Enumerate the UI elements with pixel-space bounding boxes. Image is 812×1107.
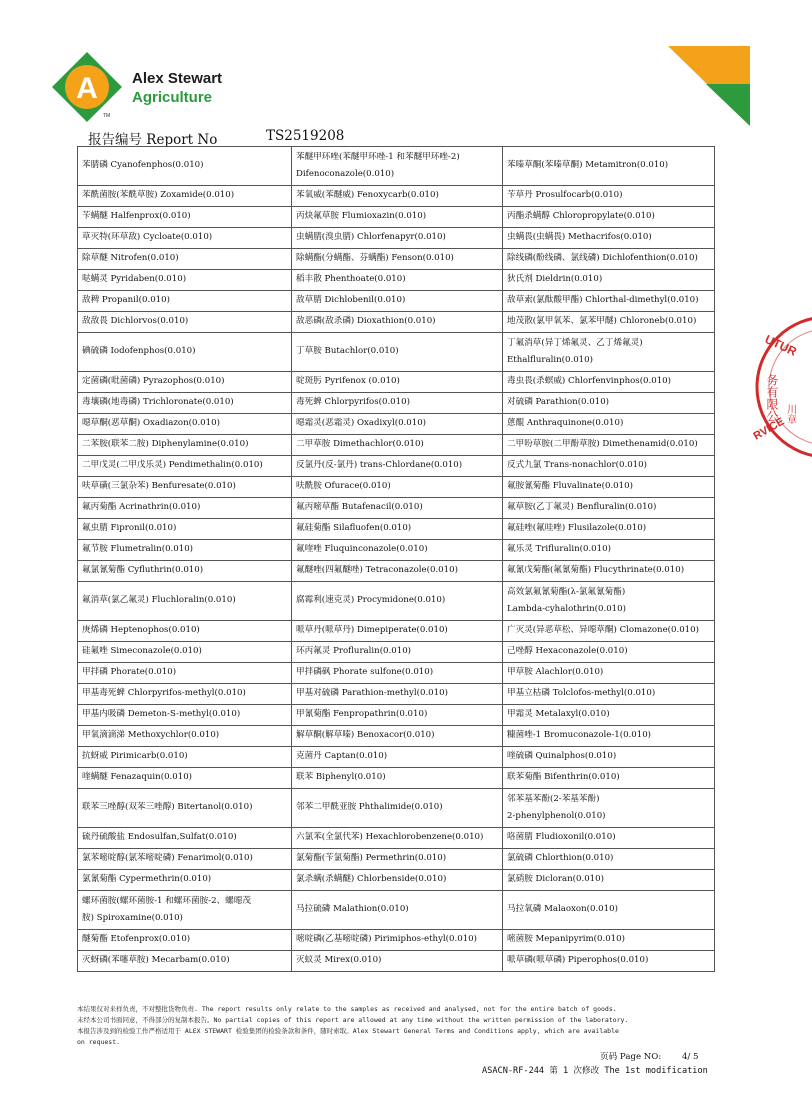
disclaimer xyxy=(77,1004,717,1048)
table-cell xyxy=(292,456,503,477)
cell-text: 除螨酯(分螨酯、芬螨酯) Fenson(0.010) xyxy=(296,253,454,264)
table-cell xyxy=(78,291,292,312)
table-row xyxy=(78,663,715,684)
cell-text: 氯菊酯(苄氯菊酯) Permethrin(0.010) xyxy=(296,853,447,864)
table-cell xyxy=(503,705,715,726)
cell-text: 氟虫腈 Fipronil(0.010) xyxy=(82,523,177,534)
table-row xyxy=(78,768,715,789)
table-row xyxy=(78,291,715,312)
table-cell xyxy=(292,519,503,540)
table-row xyxy=(78,228,715,249)
alex-stewart-logo xyxy=(52,52,232,122)
cell-text: 喹硫磷 Quinalphos(0.010) xyxy=(507,751,617,762)
cell-text: 甲拌磷砜 Phorate sulfone(0.010) xyxy=(296,667,434,678)
cell-text: 草灭特(环草敌) Cycloate(0.010) xyxy=(82,232,213,243)
cell-text: 定菌磷(吡菌磷) Pyrazophos(0.010) xyxy=(82,376,225,387)
cell-text: 克菌丹 Captan(0.010) xyxy=(296,751,388,762)
cell-text: 敌稗 Propanil(0.010) xyxy=(82,295,170,306)
table-row xyxy=(78,393,715,414)
cell-text: 苯嗪草酮(苯嗪草酮) Metamitron(0.010) xyxy=(507,160,669,171)
table-row xyxy=(78,435,715,456)
cell-text: 硫丹硫酸盐 Endosulfan,Sulfat(0.010) xyxy=(82,832,237,843)
table-cell xyxy=(78,456,292,477)
cell-text: 氟氰戊菊酯(氟氰菊酯) Flucythrinate(0.010) xyxy=(507,565,685,576)
table-row xyxy=(78,249,715,270)
table-cell xyxy=(503,747,715,768)
cell-text: 联苯三唑醇(双苯三唑醇) Bitertanol(0.010) xyxy=(82,802,253,813)
table-cell xyxy=(292,372,503,393)
corner-decoration-icon xyxy=(668,46,750,126)
table-cell xyxy=(292,333,503,372)
table-cell xyxy=(503,582,715,621)
table-cell xyxy=(78,747,292,768)
table-cell xyxy=(78,207,292,228)
report-no-label: 报告编号 Report No xyxy=(88,132,218,148)
table-cell xyxy=(78,891,292,930)
cell-text: 甲基对硫磷 Parathion-methyl(0.010) xyxy=(296,688,448,699)
table-cell xyxy=(78,477,292,498)
table-row xyxy=(78,849,715,870)
table-cell xyxy=(78,951,292,972)
cell-text: Difenoconazole(0.010) xyxy=(296,168,395,179)
table-cell xyxy=(503,870,715,891)
cell-text: 马拉硫磷 Malathion(0.010) xyxy=(296,904,409,915)
table-row xyxy=(78,951,715,972)
table-cell xyxy=(78,519,292,540)
cell-text: 碘硫磷 Iodofenphos(0.010) xyxy=(82,346,196,357)
logo-line2: Agriculture xyxy=(132,89,213,106)
cell-text: 哌草丹(哌草丹) Dimepiperate(0.010) xyxy=(296,625,448,636)
cell-text: 丙炔氟草胺 Flumioxazin(0.010) xyxy=(296,211,427,222)
table-cell xyxy=(78,561,292,582)
cell-text: 苄螨醚 Halfenprox(0.010) xyxy=(82,211,191,222)
company-seal xyxy=(752,312,812,462)
logo-line1: Alex Stewart xyxy=(132,70,223,87)
table-cell xyxy=(78,414,292,435)
table-cell xyxy=(78,435,292,456)
cell-text: Ethalfluralin(0.010) xyxy=(507,354,593,365)
table-cell xyxy=(292,207,503,228)
table-row xyxy=(78,207,715,228)
table-row xyxy=(78,870,715,891)
table-cell xyxy=(292,642,503,663)
cell-text: 联苯菊酯 Bifenthrin(0.010) xyxy=(507,772,620,783)
table-cell xyxy=(292,393,503,414)
table-cell xyxy=(292,663,503,684)
cell-text: 苯腈磷 Cyanofenphos(0.010) xyxy=(82,160,204,171)
cell-text: 狄氏剂 Dieldrin(0.010) xyxy=(507,274,603,285)
table-cell xyxy=(78,930,292,951)
disclaimer-line: on request. xyxy=(77,1038,121,1046)
table-row xyxy=(78,414,715,435)
table-cell xyxy=(78,228,292,249)
cell-text: 反氯丹(反-氯丹) trans-Chlordane(0.010) xyxy=(296,460,463,471)
cell-text: 喹螨醚 Fenazaquin(0.010) xyxy=(82,772,193,783)
cell-text: 嘧菌胺 Mepanipyrim(0.010) xyxy=(507,934,625,945)
cell-text: 广灭灵(异恶草松、异噁草酮) Clomazone(0.010) xyxy=(507,625,699,636)
table-cell xyxy=(78,621,292,642)
table-cell xyxy=(78,789,292,828)
table-row xyxy=(78,642,715,663)
cell-text: 虫螨腈(溴虫腈) Chlorfenapyr(0.010) xyxy=(296,232,446,243)
cell-text: 哌草磷(哌草磷) Piperophos(0.010) xyxy=(507,955,649,966)
cell-text: 丁氟消草(异丁烯氟灵、乙丁烯氟灵) xyxy=(507,337,643,348)
table-cell xyxy=(292,540,503,561)
table-cell xyxy=(503,621,715,642)
cell-text: 邻苯基苯酚(2-苯基苯酚) xyxy=(507,793,600,804)
table-cell xyxy=(78,270,292,291)
table-row xyxy=(78,828,715,849)
table-cell xyxy=(503,312,715,333)
table-cell xyxy=(292,768,503,789)
cell-text: 二甲草胺 Dimethachlor(0.010) xyxy=(296,439,424,450)
seal-text-mid: 务有限公 xyxy=(765,374,779,422)
table-cell xyxy=(503,642,715,663)
table-cell xyxy=(292,684,503,705)
cell-text: 氟喹唑 Fluquinconazole(0.010) xyxy=(296,544,428,555)
table-row xyxy=(78,498,715,519)
cell-text: 毒死蜱 Chlorpyrifos(0.010) xyxy=(296,397,410,408)
cell-text: 二苯胺(联苯二胺) Diphenylamine(0.010) xyxy=(82,439,249,450)
table-cell xyxy=(292,270,503,291)
table-cell xyxy=(503,249,715,270)
cell-text: 醚菊酯 Etofenprox(0.010) xyxy=(82,934,191,945)
table-row xyxy=(78,930,715,951)
cell-text: 敌草腈 Dichlobenil(0.010) xyxy=(296,295,406,306)
table-cell xyxy=(503,519,715,540)
cell-text: 二甲吩草胺(二甲酚草胺) Dimethenamid(0.010) xyxy=(507,439,698,450)
table-cell xyxy=(292,621,503,642)
cell-text: 糠菌唑-1 Bromuconazole-1(0.010) xyxy=(507,730,652,741)
table-cell xyxy=(78,684,292,705)
table-row xyxy=(78,705,715,726)
table-cell xyxy=(503,393,715,414)
cell-text: 蒽醌 Anthraquinone(0.010) xyxy=(507,418,624,429)
cell-text: 甲基立枯磷 Tolclofos-methyl(0.010) xyxy=(507,688,656,699)
table-cell xyxy=(78,828,292,849)
table-cell xyxy=(503,540,715,561)
cell-text: 啶斑肟 Pyrifenox (0.010) xyxy=(296,376,400,387)
form-code: ASACN-RF-244 第 1 次修改 The 1st modification xyxy=(482,1066,708,1076)
cell-text: 毒虫畏(杀螟威) Chlorfenvinphos(0.010) xyxy=(507,376,672,387)
table-cell xyxy=(78,726,292,747)
table-cell xyxy=(503,228,715,249)
cell-text: 灭蚜磷(苯噻草胺) Mecarbam(0.010) xyxy=(82,955,230,966)
table-cell xyxy=(292,561,503,582)
page-label: 页码 Page NO: xyxy=(600,1052,662,1062)
table-cell xyxy=(292,951,503,972)
cell-text: 氯硫磷 Chlorthion(0.010) xyxy=(507,853,614,864)
table-cell xyxy=(292,930,503,951)
cell-text: 灭蚁灵 Mirex(0.010) xyxy=(296,955,382,966)
table-row xyxy=(78,477,715,498)
table-cell xyxy=(292,147,503,186)
cell-text: 丙酯杀螨醇 Chloropropylate(0.010) xyxy=(507,211,655,222)
cell-text: 马拉氧磷 Malaoxon(0.010) xyxy=(507,904,618,915)
table-row xyxy=(78,726,715,747)
table-cell xyxy=(78,249,292,270)
table-row xyxy=(78,312,715,333)
table-cell xyxy=(292,828,503,849)
cell-text: 甲氰菊酯 Fenpropathrin(0.010) xyxy=(296,709,428,720)
table-cell xyxy=(292,186,503,207)
table-row xyxy=(78,372,715,393)
disclaimer-line: 本报告涉及到的检验工作严格适用于 ALEX STEWART 检验集团的检验条款和条件，随时索取。Alex Stewart General Terms and Conditions apply, which are available xyxy=(77,1027,619,1035)
table-cell xyxy=(292,498,503,519)
table-row xyxy=(78,186,715,207)
cell-text: 毒壤磷(地毒磷) Trichloronate(0.010) xyxy=(82,397,234,408)
cell-text: 甲基毒死蜱 Chlorpyrifos-methyl(0.010) xyxy=(82,688,246,699)
table-cell xyxy=(292,249,503,270)
table-cell xyxy=(292,582,503,621)
table-cell xyxy=(78,312,292,333)
table-cell xyxy=(78,849,292,870)
table-cell xyxy=(292,726,503,747)
cell-text: 哒螨灵 Pyridaben(0.010) xyxy=(82,274,187,285)
cell-text: 联苯 Biphenyl(0.010) xyxy=(296,772,386,783)
table-cell xyxy=(503,828,715,849)
cell-text: 氟醚唑(四氟醚唑) Tetraconazole(0.010) xyxy=(296,565,458,576)
table-cell xyxy=(503,333,715,372)
cell-text: 氟硅菊酯 Silafluofen(0.010) xyxy=(296,523,412,534)
svg-text:A: A xyxy=(76,72,98,105)
table-cell xyxy=(292,891,503,930)
report-number-line xyxy=(88,128,345,148)
cell-text: 己唑醇 Hexaconazole(0.010) xyxy=(507,646,628,657)
table-cell xyxy=(503,951,715,972)
cell-text: 苯酰菌胺(苯酰草胺) Zoxamide(0.010) xyxy=(82,190,235,201)
table-row xyxy=(78,270,715,291)
table-cell xyxy=(78,582,292,621)
seal-text-low: 川章 xyxy=(784,404,796,424)
cell-text: 氟硅唑(氟哇唑) Flusilazole(0.010) xyxy=(507,523,647,534)
table-cell xyxy=(503,684,715,705)
table-cell xyxy=(78,498,292,519)
table-cell xyxy=(503,291,715,312)
table-cell xyxy=(503,207,715,228)
cell-text: 高效氯氟氰菊酯(λ-氯氟氰菊酯) xyxy=(507,586,626,597)
table-cell xyxy=(503,498,715,519)
cell-text: 敌草索(氯酞酸甲酯) Chlorthal-dimethyl(0.010) xyxy=(507,295,699,306)
table-cell xyxy=(503,372,715,393)
cell-text: 六氯苯(全氯代苯) Hexachlorobenzene(0.010) xyxy=(296,832,484,843)
table-row xyxy=(78,891,715,930)
table-cell xyxy=(503,663,715,684)
cell-text: 呋酰胺 Ofurace(0.010) xyxy=(296,481,391,492)
table-cell xyxy=(503,726,715,747)
table-row xyxy=(78,540,715,561)
cell-text: 解草酮(解草嗪) Benoxacor(0.010) xyxy=(296,730,435,741)
cell-text: 氟胺氰菊酯 Fluvalinate(0.010) xyxy=(507,481,633,492)
table-cell xyxy=(503,849,715,870)
cell-text: 反式九氯 Trans-nonachlor(0.010) xyxy=(507,460,647,471)
cell-text: 氟丙嘧草酯 Butafenacil(0.010) xyxy=(296,502,423,513)
cell-text: Lambda-cyhalothrin(0.010) xyxy=(507,603,626,614)
table-cell xyxy=(78,393,292,414)
seal-text-service: RVICE xyxy=(751,415,787,443)
cell-text: 苯氧威(苯醚威) Fenoxycarb(0.010) xyxy=(296,190,439,201)
cell-text: 甲霜灵 Metalaxyl(0.010) xyxy=(507,709,610,720)
cell-text: 氟乐灵 Trifluralin(0.010) xyxy=(507,544,611,555)
table-cell xyxy=(503,456,715,477)
cell-text: 甲基内吸磷 Demeton-S-methyl(0.010) xyxy=(82,709,241,720)
cell-text: 氟氯氰菊酯 Cyfluthrin(0.010) xyxy=(82,565,204,576)
cell-text: 对硫磷 Parathion(0.010) xyxy=(507,397,610,408)
page-value: 4/ 5 xyxy=(681,1052,699,1062)
cell-text: 氟草胺(乙丁氟灵) Benfluralin(0.010) xyxy=(507,502,657,513)
disclaimer-line: 未经本公司书面同意，不得部分的复制本报告。No partial copies of this report are allowed at any time without the written permission of the laboratory. xyxy=(77,1016,629,1024)
cell-text: 苯醚甲环唑(苯醚甲环唑-1 和苯醚甲环唑-2) xyxy=(296,151,460,162)
cell-text: 除草醚 Nitrofen(0.010) xyxy=(82,253,179,264)
cell-text: 呋草磺(三氯杂苯) Benfuresate(0.010) xyxy=(82,481,236,492)
table-cell xyxy=(78,333,292,372)
table-row xyxy=(78,456,715,477)
table-cell xyxy=(503,561,715,582)
table-cell xyxy=(503,435,715,456)
table-row xyxy=(78,561,715,582)
cell-text: 2-phenylphenol(0.010) xyxy=(507,810,606,821)
cell-text: 地茂散(氯甲氧苯、氯苯甲醚) Chloroneb(0.010) xyxy=(507,316,697,327)
cell-text: 稻丰散 Phenthoate(0.010) xyxy=(296,274,406,285)
seal-text-top: UTUR xyxy=(762,332,799,359)
table-cell xyxy=(78,147,292,186)
table-row xyxy=(78,333,715,372)
table-cell xyxy=(78,663,292,684)
table-cell xyxy=(292,291,503,312)
table-row xyxy=(78,582,715,621)
table-cell xyxy=(292,849,503,870)
cell-text: 敌敌畏 Dichlorvos(0.010) xyxy=(82,316,189,327)
cell-text: 氯氰菊酯 Cypermethrin(0.010) xyxy=(82,874,212,885)
cell-text: 氯杀螨(杀螨醚) Chlorbenside(0.010) xyxy=(296,874,447,885)
table-row xyxy=(78,684,715,705)
table-cell xyxy=(503,477,715,498)
table-cell xyxy=(503,891,715,930)
table-cell xyxy=(292,312,503,333)
table-cell xyxy=(78,372,292,393)
page-number xyxy=(600,1050,699,1062)
cell-text: 噁霜灵(恶霜灵) Oxadixyl(0.010) xyxy=(296,418,427,429)
cell-text: 甲草胺 Alachlor(0.010) xyxy=(507,667,604,678)
table-row xyxy=(78,789,715,828)
cell-text: 甲拌磷 Phorate(0.010) xyxy=(82,667,177,678)
table-cell xyxy=(78,768,292,789)
cell-text: 环丙氟灵 Profluralin(0.010) xyxy=(296,646,412,657)
cell-text: 庚烯磷 Heptenophos(0.010) xyxy=(82,625,200,636)
table-cell xyxy=(292,747,503,768)
cell-text: 氟丙菊酯 Acrinathrin(0.010) xyxy=(82,502,201,513)
cell-text: 胺) Spiroxamine(0.010) xyxy=(82,912,183,923)
cell-text: 腐霉利(速克灵) Procymidone(0.010) xyxy=(296,595,446,606)
table-cell xyxy=(503,186,715,207)
cell-text: 抗蚜威 Pirimicarb(0.010) xyxy=(82,751,188,762)
cell-text: 苄草丹 Prosulfocarb(0.010) xyxy=(507,190,623,201)
table-cell xyxy=(78,540,292,561)
table-cell xyxy=(78,705,292,726)
report-no-value: TS2519208 xyxy=(266,128,345,144)
cell-text: 敌恶磷(敌杀磷) Dioxathion(0.010) xyxy=(296,316,436,327)
cell-text: 甲氧滴滴涕 Methoxychlor(0.010) xyxy=(82,730,220,741)
table-cell xyxy=(503,147,715,186)
table-cell xyxy=(292,414,503,435)
table-cell xyxy=(503,270,715,291)
cell-text: 氯硝胺 Dicloran(0.010) xyxy=(507,874,604,885)
cell-text: 邻苯二甲酰亚胺 Phthalimide(0.010) xyxy=(296,802,443,813)
cell-text: 咯菌腈 Fludioxonil(0.010) xyxy=(507,832,616,843)
disclaimer-line: 本结果仅对来样负责，不对整批货物负责. The report results only relate to the samples as received and analysed, not for the entire batch of goods. xyxy=(77,1005,617,1013)
table-cell xyxy=(503,789,715,828)
cell-text: 虫螨畏(虫螨畏) Methacrifos(0.010) xyxy=(507,232,652,243)
table-cell xyxy=(292,228,503,249)
cell-text: 除线磷(酚线磷、氯线磷) Dichlofenthion(0.010) xyxy=(507,253,698,264)
table-cell xyxy=(503,768,715,789)
table-row xyxy=(78,621,715,642)
pesticide-table xyxy=(77,146,715,972)
cell-text: 硅氟唑 Simeconazole(0.010) xyxy=(82,646,202,657)
table-row xyxy=(78,747,715,768)
table-cell xyxy=(292,435,503,456)
cell-text: 氟消草(氯乙氟灵) Fluchloralin(0.010) xyxy=(82,595,236,606)
cell-text: 嘧啶磷(乙基嘧啶磷) Pirimiphos-ethyl(0.010) xyxy=(296,934,477,945)
table-cell xyxy=(78,186,292,207)
table-cell xyxy=(503,930,715,951)
table-cell xyxy=(78,642,292,663)
cell-text: 氟节胺 Flumetralin(0.010) xyxy=(82,544,194,555)
cell-text: 螺环菌胺(螺环菌胺-1 和螺环菌胺-2、螺噁茂 xyxy=(82,895,251,906)
table-cell xyxy=(292,789,503,828)
cell-text: 噁草酮(恶草酮) Oxadiazon(0.010) xyxy=(82,418,220,429)
trademark-label: TM xyxy=(103,113,111,119)
cell-text: 氯苯嘧啶醇(氯苯嘧啶磷) Fenarimol(0.010) xyxy=(82,853,253,864)
table-row xyxy=(78,147,715,186)
cell-text: 丁草胺 Butachlor(0.010) xyxy=(296,346,399,357)
table-cell xyxy=(292,705,503,726)
table-cell xyxy=(292,477,503,498)
table-cell xyxy=(503,414,715,435)
cell-text: 二甲戊灵(二甲戊乐灵) Pendimethalin(0.010) xyxy=(82,460,263,471)
table-cell xyxy=(292,870,503,891)
table-cell xyxy=(78,870,292,891)
table-row xyxy=(78,519,715,540)
